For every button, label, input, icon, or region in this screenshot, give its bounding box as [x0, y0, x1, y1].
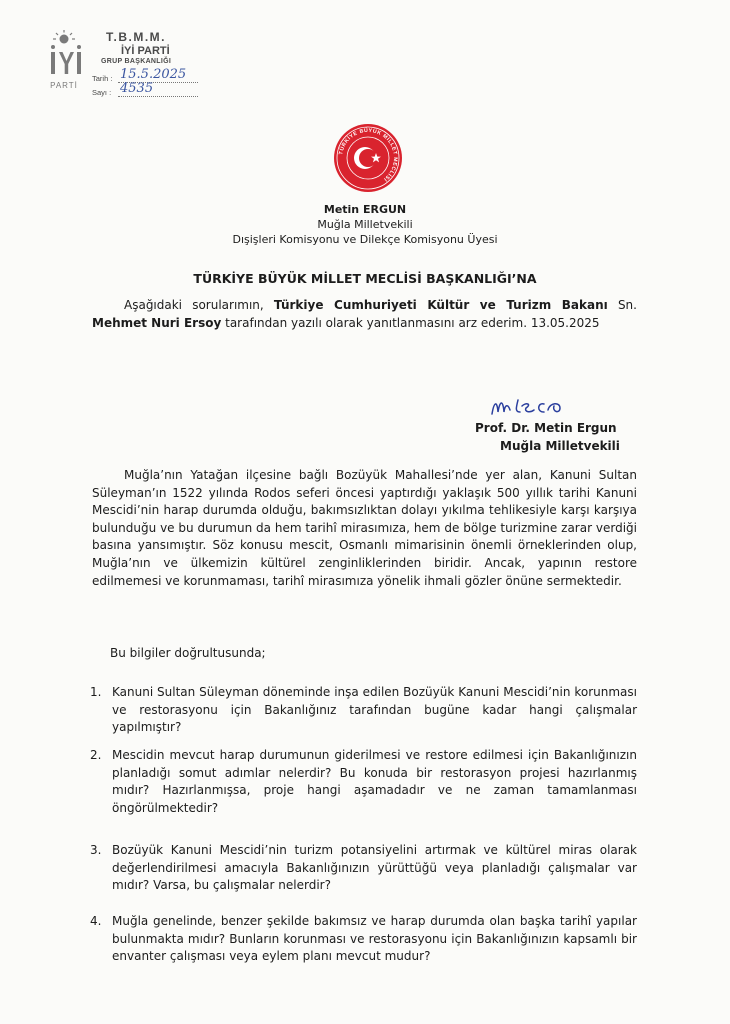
emblem-ring-text: TÜRKİYE BÜYÜK MİLLET MECLİSİ	[338, 127, 399, 183]
deputy-role: Muğla Milletvekili	[317, 218, 413, 231]
stamp-group: GRUP BAŞKANLIĞI	[101, 58, 172, 65]
logo-label: PARTİ	[50, 81, 78, 90]
stamp-number-value: 4535	[120, 81, 154, 96]
body-paragraph: Muğla’nın Yatağan ilçesine bağlı Bozüyük Mahallesi’nde yer alan, Kanuni Sultan Süleyman’ın 1522 yılında Rodos seferi öncesi yaptırdığı yaklaşık 500 yıllık tarihi Kanuni Mescidi’nin harap durumda olduğu, bakımsızlıktan dolayı yıkılma tehlikesiyle karşı karşıya bulunduğu ve bu durumun da hem tarihî mirasımıza, hem de bölge turizmine zarar verdiği basına yansımıştır. Söz konusu mescit, Osmanlı mimarisinin önemli örneklerinden olup, Muğla’nın ve ülkemizin kültürel zenginliklerinden biridir. Ancak, yapının restore edilmemesi ve korunmaması, tarihî mirasımıza yönelik ihmali gözler önüne sermektedir.	[92, 468, 637, 588]
intro-minister-name: Mehmet Nuri Ersoy	[92, 315, 222, 330]
question-item	[90, 747, 637, 817]
deputy-committees: Dışişleri Komisyonu ve Dilekçe Komisyonu Üyesi	[232, 233, 498, 246]
iyi-parti-logo	[40, 30, 88, 92]
intro-text-3: tarafından yazılı olarak yanıtlanmasını arz ederim. 13.05.2025	[221, 315, 600, 330]
stamp-date-value: 15.5.2025	[120, 67, 187, 82]
document-title: TÜRKİYE BÜYÜK MİLLET MECLİSİ BAŞKANLIĞI’NA	[193, 271, 537, 286]
deputy-name: Metin ERGUN	[323, 203, 407, 216]
stamp-date-label: Tarih :	[92, 74, 113, 83]
stamp-date-row	[92, 67, 187, 83]
signatory-role: Muğla Milletvekili	[500, 439, 620, 453]
question-number: 2.	[90, 748, 102, 762]
tbmm-emblem	[333, 123, 403, 193]
question-item	[90, 842, 637, 895]
question-text: Bozüyük Kanuni Mescidi’nin turizm potansiyelini artırmak ve kültürel miras olarak değerlendirilmesi amacıyla Bakanlığınızın yürüttüğü veya planladığı çalışmalar var mıdır? Varsa, bu çalışmalar nelerdir?	[112, 843, 637, 892]
intro-paragraph	[92, 297, 637, 332]
question-text: Mescidin mevcut harap durumunun giderilmesi ve restore edilmesi için Bakanlığınızın planladığı somut adımlar nelerdir? Bu konuda bir restorasyon projesi hazırlanmış mıdır? Hazırlanmışsa, proje hangi aşamadadır ve ne zaman tamamlanması öngörülmektedir?	[112, 748, 637, 815]
stamp-number-label: Sayı :	[92, 88, 112, 97]
questions-lead: Bu bilgiler doğrultusunda;	[110, 646, 266, 660]
stamp-tbmm: T.B.M.M.	[106, 30, 166, 44]
receipt-stamp	[92, 30, 232, 105]
stamp-number-row	[92, 81, 154, 97]
question-text: Kanuni Sultan Süleyman döneminde inşa edilen Bozüyük Kanuni Mescidi’nin korunması ve restorasyonu için Bakanlığınız tarafından bugüne kadar hangi çalışmalar yapılmıştır?	[112, 685, 637, 734]
handwritten-signature	[488, 394, 618, 420]
intro-text-1: Aşağıdaki sorularımın,	[124, 298, 274, 312]
question-text: Muğla genelinde, benzer şekilde bakımsız ve harap durumda olan başka tarihî yapılar bulunmakta mıdır? Bunların korunması ve restorasyonu için Bakanlığınızın kapsamlı bir envanter çalışması veya eylem planı mevcut mudur?	[112, 914, 637, 963]
intro-minister-title: Türkiye Cumhuriyeti Kültür ve Turizm Bakanı	[273, 298, 608, 312]
question-number: 1.	[90, 685, 102, 699]
question-item	[90, 684, 637, 737]
question-item	[90, 913, 637, 966]
signatory-name: Prof. Dr. Metin Ergun	[475, 421, 617, 435]
question-number: 3.	[90, 843, 102, 857]
stamp-party: İYİ PARTİ	[121, 45, 170, 57]
intro-text-2: Sn.	[607, 298, 637, 312]
question-number: 4.	[90, 914, 102, 928]
